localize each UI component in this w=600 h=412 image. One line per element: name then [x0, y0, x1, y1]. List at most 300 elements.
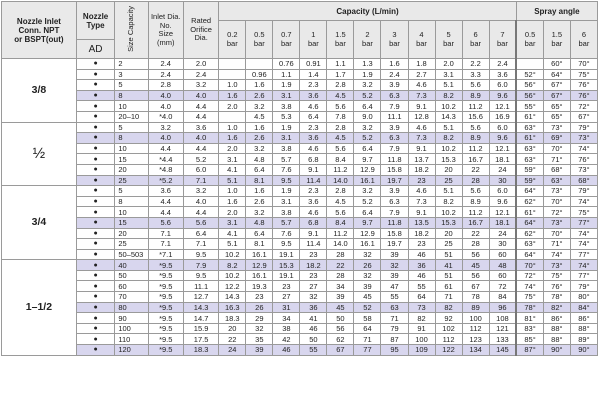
capacity-cell: 6.4 [246, 228, 273, 239]
capacity-cell: 64 [408, 292, 435, 303]
capacity-cell [219, 69, 246, 80]
capacity-cell: 8.2 [435, 133, 462, 144]
orifice-dia: 4.0 [183, 196, 218, 207]
type-marker: ● [76, 133, 114, 144]
spray-angle-cell: 63° [516, 239, 543, 250]
capacity-cell: 16.3 [219, 302, 246, 313]
inlet-dia: 4.0 [148, 90, 183, 101]
spray-angle-cell: 71° [543, 154, 570, 165]
orifice-dia: 14.3 [183, 302, 218, 313]
connection-size: 1–1/2 [2, 260, 77, 355]
spray-angle-cell: 55° [516, 101, 543, 112]
orifice-dia: 14.7 [183, 313, 218, 324]
capacity-cell: 5.2 [354, 196, 381, 207]
size-capacity: 5 [115, 186, 148, 197]
capacity-cell: 8.2 [219, 260, 246, 271]
spray-angle-cell: 61° [516, 111, 543, 122]
capacity-cell: 50 [327, 313, 354, 324]
capacity-cell: 10.2 [435, 101, 462, 112]
type-marker: ● [76, 122, 114, 133]
pressure-1: 0.5 bar [246, 21, 273, 59]
capacity-cell: 5.6 [462, 80, 489, 91]
capacity-cell: 8.9 [462, 196, 489, 207]
size-capacity: 40 [115, 260, 148, 271]
capacity-cell: 6.4 [246, 164, 273, 175]
capacity-cell: 0.96 [246, 69, 273, 80]
spray-angle-cell: 89° [570, 334, 597, 345]
capacity-cell: 5.1 [435, 186, 462, 197]
capacity-cell: 71 [381, 313, 408, 324]
spray-angle-cell: 79° [570, 281, 597, 292]
spray-angle-cell: 75° [516, 292, 543, 303]
capacity-cell: 32 [354, 249, 381, 260]
capacity-cell: 41 [300, 313, 327, 324]
angle_pressure-1: 1.5 bar [543, 21, 570, 59]
table-row [2, 334, 598, 345]
capacity-cell: 60 [489, 270, 516, 281]
spray-angle-cell: 73° [543, 217, 570, 228]
capacity-cell: 12.1 [489, 143, 516, 154]
capacity-cell: 23 [273, 281, 300, 292]
orifice-dia: 4.4 [183, 143, 218, 154]
orifice-dia: 4.4 [183, 207, 218, 218]
capacity-cell: 84 [489, 292, 516, 303]
size-capacity: 90 [115, 313, 148, 324]
capacity-cell: 39 [354, 281, 381, 292]
capacity-cell: 16.9 [489, 111, 516, 122]
spray-angle-cell: 67° [543, 90, 570, 101]
capacity-cell: 1.6 [219, 196, 246, 207]
capacity-cell: 82 [435, 302, 462, 313]
capacity-cell: 7.8 [327, 111, 354, 122]
size-capacity: 3 [115, 69, 148, 80]
type-marker: ● [76, 345, 114, 356]
spray-angle-cell: 62° [516, 228, 543, 239]
capacity-cell: 7.9 [381, 143, 408, 154]
capacity-cell: 20 [435, 164, 462, 175]
spray-angle-cell: 59° [516, 175, 543, 186]
capacity-cell: 12.9 [354, 228, 381, 239]
header-size-capacity [115, 2, 148, 59]
spray-angle-cell: 63° [543, 175, 570, 186]
table-row [2, 59, 598, 70]
inlet-dia: *4.8 [148, 164, 183, 175]
capacity-cell: 10.2 [219, 249, 246, 260]
capacity-cell: 52 [354, 302, 381, 313]
capacity-cell: 5.1 [435, 122, 462, 133]
capacity-cell: 4.6 [300, 101, 327, 112]
capacity-cell: 11.2 [462, 207, 489, 218]
orifice-dia: 6.4 [183, 228, 218, 239]
capacity-cell: 6.0 [489, 122, 516, 133]
capacity-cell: 91 [408, 323, 435, 334]
header-ad: AD [76, 40, 114, 59]
capacity-cell: 8.2 [435, 196, 462, 207]
inlet-dia: 3.2 [148, 122, 183, 133]
spray-angle-cell: 65° [543, 101, 570, 112]
capacity-cell: 3.8 [273, 207, 300, 218]
spray-angle-cell: 74° [570, 196, 597, 207]
inlet-dia: 4.4 [148, 196, 183, 207]
spray-angle-cell: 85° [516, 334, 543, 345]
capacity-cell: 100 [462, 313, 489, 324]
type-marker: ● [76, 175, 114, 186]
capacity-cell: 1.9 [273, 80, 300, 91]
capacity-cell: 89 [462, 302, 489, 313]
type-marker: ● [76, 90, 114, 101]
capacity-cell: 22 [462, 228, 489, 239]
capacity-cell: 55 [408, 281, 435, 292]
spray-angle-cell: 77° [570, 217, 597, 228]
capacity-cell: 9.6 [489, 133, 516, 144]
capacity-cell: 19.3 [246, 281, 273, 292]
capacity-cell: 13.7 [408, 154, 435, 165]
capacity-cell: 71 [354, 334, 381, 345]
orifice-dia: 2.4 [183, 69, 218, 80]
inlet-dia: 2.8 [148, 80, 183, 91]
capacity-cell: 3.1 [219, 217, 246, 228]
capacity-cell: 5.6 [327, 101, 354, 112]
orifice-dia: 7.1 [183, 175, 218, 186]
capacity-cell: 32 [381, 260, 408, 271]
capacity-cell: 3.3 [462, 69, 489, 80]
capacity-cell: 51 [435, 249, 462, 260]
capacity-cell: 2.3 [300, 122, 327, 133]
capacity-cell: 9.1 [300, 228, 327, 239]
capacity-cell: 19.1 [273, 249, 300, 260]
inlet-dia: *9.5 [148, 313, 183, 324]
capacity-cell: 73 [408, 302, 435, 313]
table-row [2, 101, 598, 112]
capacity-cell: 0.91 [300, 59, 327, 70]
capacity-cell: 100 [408, 334, 435, 345]
orifice-dia: 2.0 [183, 59, 218, 70]
capacity-cell: 4.6 [300, 143, 327, 154]
capacity-cell: 34 [273, 313, 300, 324]
capacity-cell: 6.0 [489, 80, 516, 91]
capacity-cell [219, 59, 246, 70]
capacity-cell: 2.3 [300, 186, 327, 197]
pressure-0: 0.2 bar [219, 21, 246, 59]
capacity-cell: 35 [246, 334, 273, 345]
capacity-cell: 36 [408, 260, 435, 271]
orifice-dia: 17.5 [183, 334, 218, 345]
capacity-cell: 9.5 [273, 239, 300, 250]
capacity-cell: 6.8 [300, 217, 327, 228]
capacity-cell: 3.1 [273, 90, 300, 101]
capacity-cell: 18.2 [408, 164, 435, 175]
capacity-cell: 2.7 [408, 69, 435, 80]
capacity-cell: 4.5 [327, 90, 354, 101]
type-marker: ● [76, 143, 114, 154]
capacity-cell: 11.2 [462, 101, 489, 112]
table-row [2, 133, 598, 144]
type-marker: ● [76, 217, 114, 228]
orifice-dia: 7.9 [183, 260, 218, 271]
capacity-cell: 60 [489, 249, 516, 260]
capacity-cell: 95 [381, 345, 408, 356]
capacity-cell: 24 [489, 228, 516, 239]
spray-angle-cell: 73° [543, 122, 570, 133]
type-marker: ● [76, 292, 114, 303]
capacity-cell: 11.2 [462, 143, 489, 154]
capacity-cell: 18.1 [489, 217, 516, 228]
type-marker: ● [76, 334, 114, 345]
orifice-dia: 7.1 [183, 239, 218, 250]
orifice-dia: 6.0 [183, 164, 218, 175]
spray-angle-cell: 72° [543, 207, 570, 218]
capacity-cell: 18.2 [408, 228, 435, 239]
capacity-cell: 1.4 [300, 69, 327, 80]
inlet-dia: 4.4 [148, 143, 183, 154]
capacity-cell: 7.3 [408, 90, 435, 101]
spray-angle-cell: 77° [570, 270, 597, 281]
spray-angle-cell: 74° [543, 249, 570, 260]
table-row [2, 143, 598, 154]
capacity-cell: 2.4 [381, 69, 408, 80]
inlet-dia: *9.5 [148, 281, 183, 292]
spray-angle-cell: 74° [570, 260, 597, 271]
table-row [2, 164, 598, 175]
capacity-cell: 39 [381, 270, 408, 281]
capacity-cell: 87 [381, 334, 408, 345]
capacity-cell: 8.1 [246, 175, 273, 186]
spray-angle-cell: 88° [570, 323, 597, 334]
capacity-cell: 96 [489, 302, 516, 313]
capacity-cell: 63 [381, 302, 408, 313]
spray-angle-cell: 68° [543, 164, 570, 175]
spray-angle-cell: 76° [570, 90, 597, 101]
capacity-cell: 18.2 [300, 260, 327, 271]
capacity-cell: 18.1 [489, 154, 516, 165]
capacity-cell: 23 [408, 175, 435, 186]
header-conn: Nozzle Inlet Conn. NPT or BSPT(out) [2, 2, 77, 59]
capacity-cell: 79 [381, 323, 408, 334]
capacity-cell: 2.0 [219, 143, 246, 154]
inlet-dia: 2.4 [148, 69, 183, 80]
spray-angle-cell: 75° [570, 207, 597, 218]
orifice-dia: 5.2 [183, 154, 218, 165]
capacity-cell: 29 [246, 313, 273, 324]
capacity-cell: 20 [219, 323, 246, 334]
table-row [2, 196, 598, 207]
capacity-cell: 9.1 [408, 101, 435, 112]
capacity-cell: 16.1 [354, 175, 381, 186]
size-capacity: 8 [115, 90, 148, 101]
table-row [2, 292, 598, 303]
capacity-cell: 30 [489, 175, 516, 186]
capacity-cell: 15.6 [462, 111, 489, 122]
spray-angle-cell: 67° [570, 111, 597, 122]
capacity-cell: 48 [489, 260, 516, 271]
capacity-cell: 0.76 [273, 59, 300, 70]
capacity-cell: 1.8 [408, 59, 435, 70]
spray-angle-cell: 76° [570, 80, 597, 91]
orifice-dia: 3.2 [183, 186, 218, 197]
capacity-cell: 20 [435, 228, 462, 239]
capacity-cell: 8.9 [462, 90, 489, 101]
spray-angle-cell: 73° [570, 133, 597, 144]
header-row-1 [2, 2, 598, 21]
capacity-cell: 8.1 [246, 239, 273, 250]
spray-angle-cell: 63° [516, 143, 543, 154]
type-marker: ● [76, 260, 114, 271]
size-capacity: 100 [115, 323, 148, 334]
capacity-cell: 45 [462, 260, 489, 271]
inlet-dia: 4.0 [148, 133, 183, 144]
spray-angle-cell: 62° [516, 196, 543, 207]
capacity-cell: 1.1 [273, 69, 300, 80]
spray-angle-cell: 87° [516, 345, 543, 356]
size-capacity: 25 [115, 239, 148, 250]
type-marker: ● [76, 59, 114, 70]
capacity-cell: 3.2 [246, 143, 273, 154]
size-capacity: 2 [115, 59, 148, 70]
capacity-cell: 1.6 [246, 186, 273, 197]
capacity-cell: 6.4 [354, 143, 381, 154]
capacity-cell: 56 [327, 323, 354, 334]
table-row [2, 302, 598, 313]
capacity-cell: 24 [219, 345, 246, 356]
header-capacity: Capacity (L/min) [219, 2, 517, 21]
capacity-cell: 14.3 [435, 111, 462, 122]
capacity-cell: 1.7 [327, 69, 354, 80]
capacity-cell: 5.7 [273, 154, 300, 165]
inlet-dia: 3.6 [148, 186, 183, 197]
capacity-cell: 5.6 [462, 186, 489, 197]
spray-angle-cell: 70° [543, 143, 570, 154]
capacity-cell: 1.0 [219, 122, 246, 133]
spray-angle-cell: 78° [543, 292, 570, 303]
orifice-dia: 18.3 [183, 345, 218, 356]
capacity-cell: 8.9 [462, 133, 489, 144]
capacity-cell: 1.0 [219, 186, 246, 197]
capacity-cell: 51 [435, 270, 462, 281]
capacity-cell [246, 59, 273, 70]
capacity-cell: 55 [300, 345, 327, 356]
table-row [2, 270, 598, 281]
type-marker: ● [76, 249, 114, 260]
capacity-cell: 38 [273, 323, 300, 334]
capacity-cell: 19.7 [381, 239, 408, 250]
inlet-dia: 2.4 [148, 59, 183, 70]
orifice-dia: 12.7 [183, 292, 218, 303]
capacity-cell: 32 [246, 323, 273, 334]
capacity-cell: 5.2 [354, 90, 381, 101]
capacity-cell: 64 [354, 323, 381, 334]
capacity-cell: 8.4 [327, 217, 354, 228]
capacity-cell: 47 [381, 281, 408, 292]
capacity-cell: 1.9 [273, 122, 300, 133]
capacity-cell: 1.6 [219, 90, 246, 101]
capacity-cell: 123 [462, 334, 489, 345]
capacity-cell: 3.2 [246, 101, 273, 112]
spray-angle-cell: 74° [570, 239, 597, 250]
spray-angle-cell: 79° [570, 122, 597, 133]
orifice-dia: 4.0 [183, 133, 218, 144]
spray-angle-cell: 64° [543, 69, 570, 80]
capacity-cell: 62 [327, 334, 354, 345]
capacity-cell: 23 [300, 249, 327, 260]
capacity-cell: 11.1 [381, 111, 408, 122]
capacity-cell: 19.1 [273, 270, 300, 281]
capacity-cell: 2.8 [327, 80, 354, 91]
capacity-cell: 12.9 [246, 260, 273, 271]
table-row [2, 90, 598, 101]
capacity-cell: 28 [327, 270, 354, 281]
table-row [2, 122, 598, 133]
capacity-cell: 5.1 [435, 80, 462, 91]
capacity-cell: 9.7 [354, 217, 381, 228]
size-capacity: 80 [115, 302, 148, 313]
capacity-cell: 55 [381, 292, 408, 303]
spray-angle-cell: 73° [543, 186, 570, 197]
capacity-cell: 10.2 [435, 143, 462, 154]
size-capacity: 20–10 [115, 111, 148, 122]
capacity-cell: 7.6 [273, 164, 300, 175]
capacity-cell: 12.9 [354, 164, 381, 175]
capacity-cell: 10.2 [435, 207, 462, 218]
capacity-cell: 4.5 [246, 111, 273, 122]
spray-angle-cell: 80° [570, 292, 597, 303]
capacity-cell: 2.6 [246, 133, 273, 144]
capacity-cell: 26 [246, 302, 273, 313]
capacity-cell: 6.3 [381, 133, 408, 144]
capacity-cell: 19.7 [381, 175, 408, 186]
size-capacity: 25 [115, 175, 148, 186]
size-capacity: 50 [115, 270, 148, 281]
inlet-dia: 7.1 [148, 228, 183, 239]
size-capacity: 60 [115, 281, 148, 292]
spray-angle-cell: 63° [516, 154, 543, 165]
capacity-cell: 42 [273, 334, 300, 345]
capacity-cell: 41 [435, 260, 462, 271]
capacity-cell: 15.8 [381, 228, 408, 239]
spray-angle-cell: 75° [543, 270, 570, 281]
spray-angle-cell: 69° [543, 133, 570, 144]
capacity-cell: 6.3 [381, 196, 408, 207]
capacity-cell: 3.6 [489, 69, 516, 80]
capacity-cell: 77 [354, 345, 381, 356]
capacity-cell: 4.5 [327, 133, 354, 144]
capacity-cell: 7.6 [273, 228, 300, 239]
capacity-cell: 46 [273, 345, 300, 356]
capacity-cell: 23 [408, 239, 435, 250]
capacity-cell: 24 [489, 164, 516, 175]
capacity-cell: 3.6 [300, 90, 327, 101]
spray-angle-cell: 90° [570, 345, 597, 356]
capacity-cell: 16.1 [354, 239, 381, 250]
angle_pressure-0: 0.5 bar [516, 21, 543, 59]
capacity-cell: 112 [462, 323, 489, 334]
spray-angle-cell: 74° [516, 281, 543, 292]
table-row [2, 175, 598, 186]
pressure-9: 6 bar [462, 21, 489, 59]
capacity-cell: 67 [327, 345, 354, 356]
spray-angle-cell: 65° [543, 111, 570, 122]
size-capacity: 8 [115, 196, 148, 207]
spray-angle-cell: 84° [570, 302, 597, 313]
capacity-cell: 7.3 [408, 196, 435, 207]
capacity-cell: 46 [300, 323, 327, 334]
spray-angle-cell: 70° [543, 196, 570, 207]
inlet-dia: *7.1 [148, 249, 183, 260]
type-marker: ● [76, 228, 114, 239]
size-capacity: 50–503 [115, 249, 148, 260]
header-inlet-dia: Inlet Dia. No. Size (mm) [148, 2, 183, 59]
spray-angle-cell: 77° [570, 249, 597, 260]
capacity-cell: 22 [462, 164, 489, 175]
